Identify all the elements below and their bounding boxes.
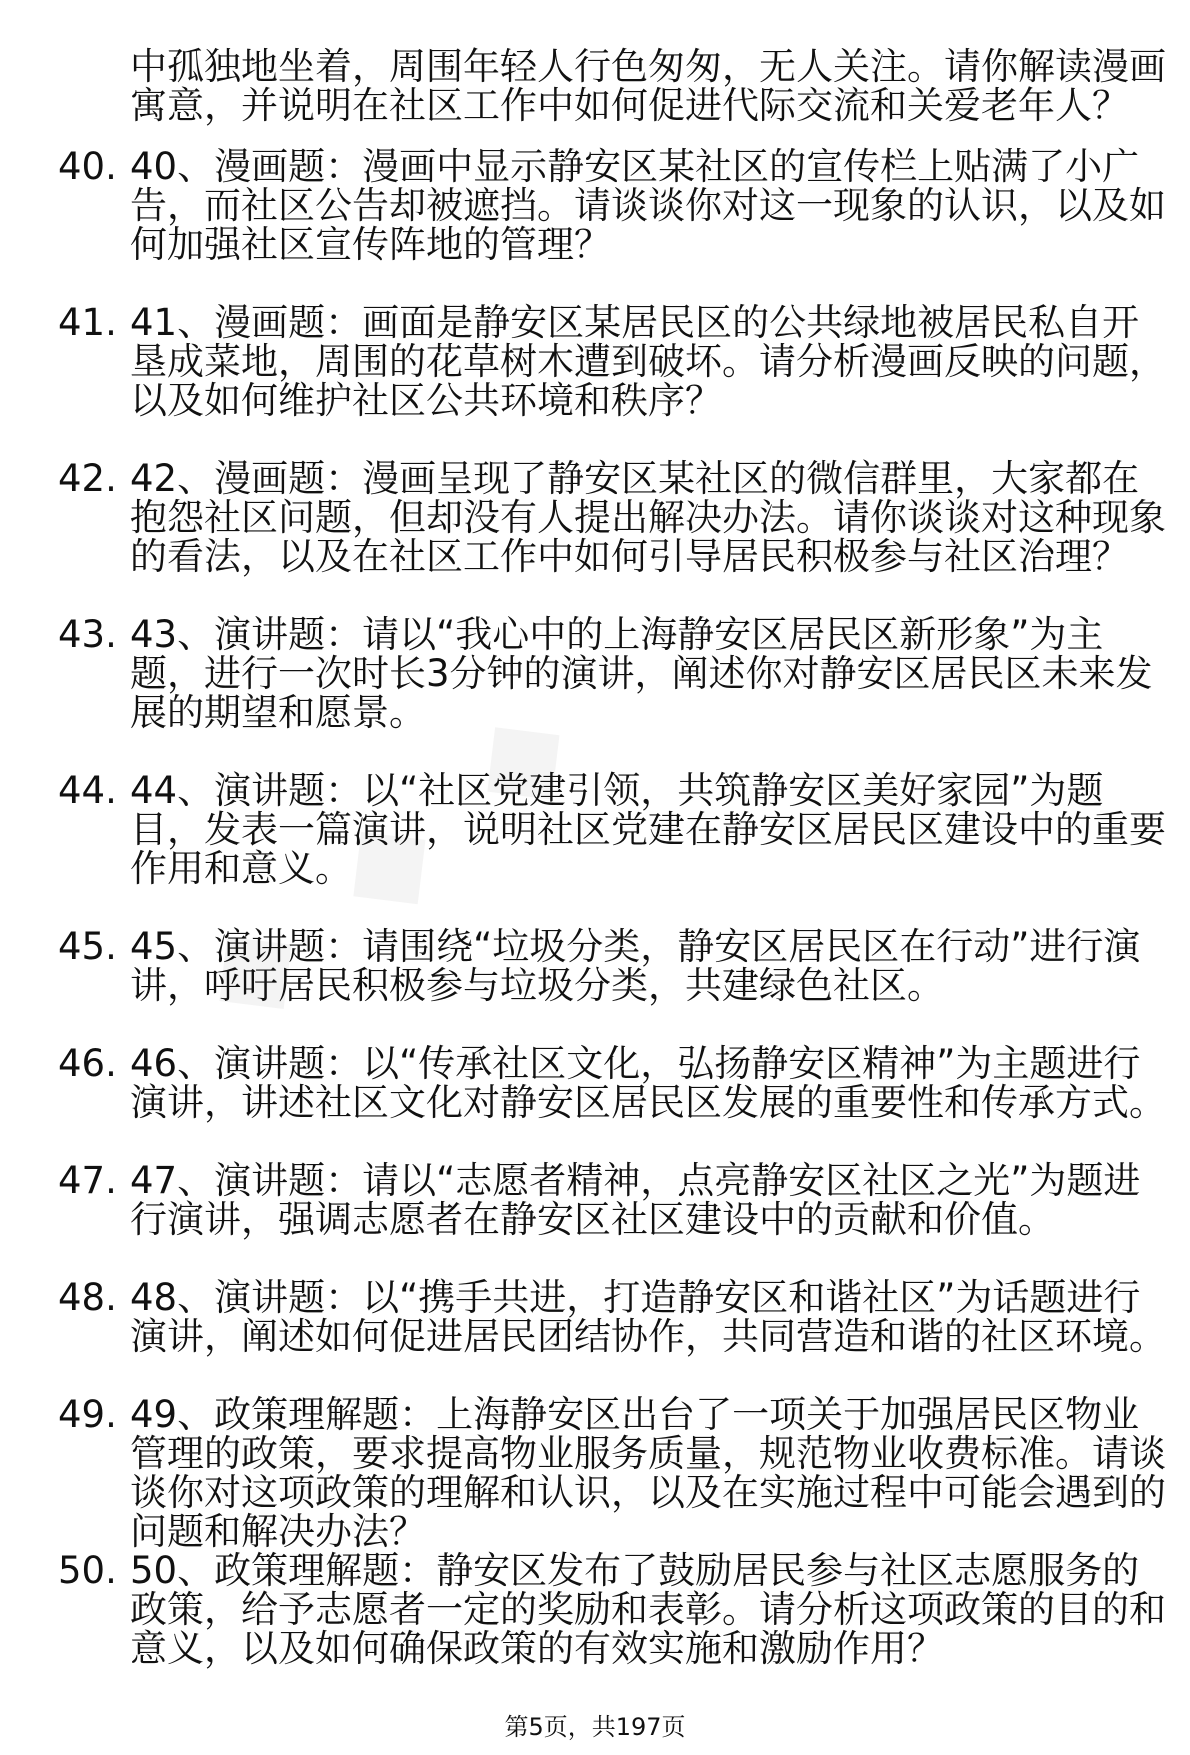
item-number: 47. — [58, 1159, 117, 1202]
item-text: 42、漫画题：漫画呈现了静安区某社区的微信群里，大家都在抱怨社区问题，但却没有人提出解决办法。请你谈谈对这种现象的看法，以及在社区工作中如何引导居民积极参与社区治理？ — [130, 457, 1166, 578]
item-number: 45. — [58, 925, 117, 968]
item-number: 48. — [58, 1276, 117, 1319]
item-text: 48、演讲题：以“携手共进，打造静安区和谐社区”为话题进行演讲，阐述如何促进居民团结协作，共同营造和谐的社区环境。 — [130, 1276, 1166, 1358]
item-number: 42. — [58, 457, 117, 500]
item-text: 40、漫画题：漫画中显示静安区某社区的宣传栏上贴满了小广告，而社区公告却被遮挡。请谈谈你对这一现象的认识，以及如何加强社区宣传阵地的管理？ — [130, 145, 1166, 266]
item-number: 40. — [58, 145, 117, 188]
item-text: 43、演讲题：请以“我心中的上海静安区居民区新形象”为主题，进行一次时长3分钟的演讲，阐述你对静安区居民区未来发展的期望和愿景。 — [130, 613, 1153, 734]
item-number: 43. — [58, 613, 117, 656]
item-number: 49. — [58, 1393, 117, 1436]
continued-paragraph: 中孤独地坐着，周围年轻人行色匆匆，无人关注。请你解读漫画寓意，并说明在社区工作中如何促进代际交流和关爱老年人？ — [130, 45, 1166, 127]
item-text: 49、政策理解题：上海静安区出台了一项关于加强居民区物业管理的政策，要求提高物业服务质量，规范物业收费标准。请谈谈你对这项政策的理解和认识，以及在实施过程中可能会遇到的问题和解决办法？ — [130, 1393, 1166, 1553]
item-text: 45、演讲题：请围绕“垃圾分类，静安区居民区在行动”进行演讲，呼吁居民积极参与垃圾分类，共建绿色社区。 — [130, 925, 1141, 1007]
item-number: 41. — [58, 301, 117, 344]
item-number: 44. — [58, 769, 117, 812]
page-footer: 第5页，共197页 — [504, 1713, 686, 1741]
item-text: 47、演讲题：请以“志愿者精神，点亮静安区社区之光”为题进行演讲，强调志愿者在静安区社区建设中的贡献和价值。 — [130, 1159, 1141, 1241]
item-text: 46、演讲题：以“传承社区文化，弘扬静安区精神”为主题进行演讲，讲述社区文化对静安区居民区发展的重要性和传承方式。 — [130, 1042, 1166, 1124]
item-number: 46. — [58, 1042, 117, 1085]
item-text: 41、漫画题：画面是静安区某居民区的公共绿地被居民私自开垦成菜地，周围的花草树木遭到破坏。请分析漫画反映的问题，以及如何维护社区公共环境和秩序？ — [130, 301, 1166, 422]
item-number: 50. — [58, 1549, 117, 1592]
item-text: 50、政策理解题：静安区发布了鼓励居民参与社区志愿服务的政策，给予志愿者一定的奖励和表彰。请分析这项政策的目的和意义，以及如何确保政策的有效实施和激励作用？ — [130, 1549, 1166, 1670]
item-text: 44、演讲题：以“社区党建引领，共筑静安区美好家园”为题目，发表一篇演讲，说明社区党建在静安区居民区建设中的重要作用和意义。 — [130, 769, 1166, 890]
